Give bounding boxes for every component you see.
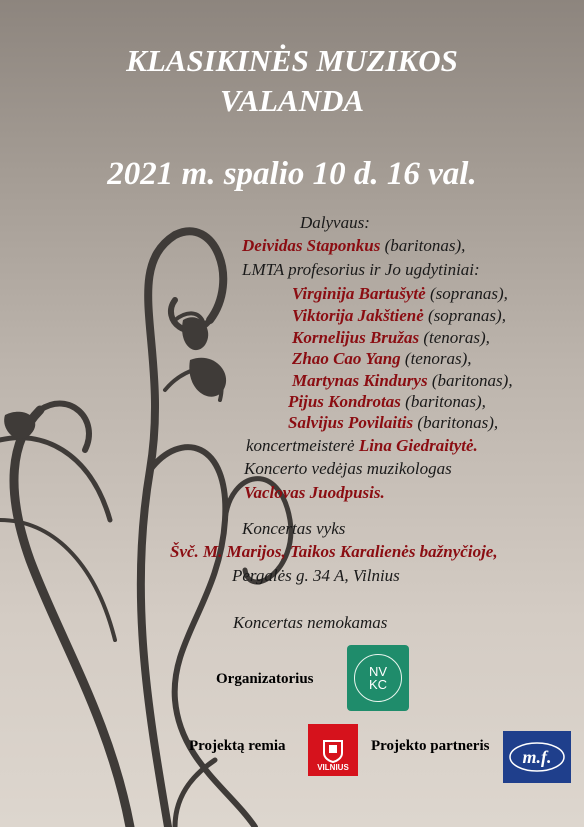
lead-performer [242, 235, 465, 256]
participants-intro: Dalyvaus: [300, 213, 370, 232]
student-item: Viktorija Jakštienė (sopranas), [292, 306, 506, 325]
title-line-1: KLASIKINĖS MUZIKOS [126, 43, 458, 78]
professor-line: LMTA profesorius ir Jo ugdytiniai: [242, 260, 480, 279]
sponsor-label: Projektą remia [189, 738, 286, 754]
venue-intro: Koncertas vyks [242, 519, 346, 538]
title-line-2: VALANDA [219, 83, 365, 118]
student-item: Salvijus Povilaitis (baritonas), [288, 413, 499, 432]
student-item: Zhao Cao Yang (tenoras), [292, 349, 472, 368]
student-item: Martynas Kindurys (baritonas), [292, 371, 513, 390]
host-name: Vaclovas Juodpusis. [244, 483, 385, 502]
nvkc-logo: NV KC [347, 645, 409, 711]
lead-performer-role: (baritonas), [380, 236, 466, 255]
venue-address: Pergalės g. 34 A, Vilnius [232, 566, 400, 585]
svg-text:m.f.: m.f. [522, 747, 552, 767]
host-line: Koncerto vedėjas muzikologas [244, 459, 452, 478]
student-item: Virginija Bartušytė (sopranas), [292, 284, 508, 303]
lead-performer-name: Deividas Staponkus [242, 236, 381, 255]
mf-logo-icon [507, 737, 567, 777]
partner-label: Projekto partneris [371, 738, 490, 754]
organizer-label: Organizatorius [216, 671, 314, 687]
accompanist-name: Lina Giedraitytė. [358, 436, 478, 455]
vilnius-logo: VILNIUS [308, 724, 358, 776]
venue-name: Švč. M. Marijos, Taikos Karalienės bažnyčioje, [170, 542, 498, 561]
free-entry-note: Koncertas nemokamas [233, 613, 388, 632]
vilnius-crest-icon [322, 739, 344, 763]
student-item: Kornelijus Bružas (tenoras), [292, 328, 490, 347]
partner-logo [503, 731, 571, 783]
accompanist-line: koncertmeisterė Lina Giedraitytė. [246, 436, 478, 455]
event-date: 2021 m. spalio 10 d. 16 val. [107, 156, 477, 192]
student-item: Pijus Kondrotas (baritonas), [288, 392, 486, 411]
